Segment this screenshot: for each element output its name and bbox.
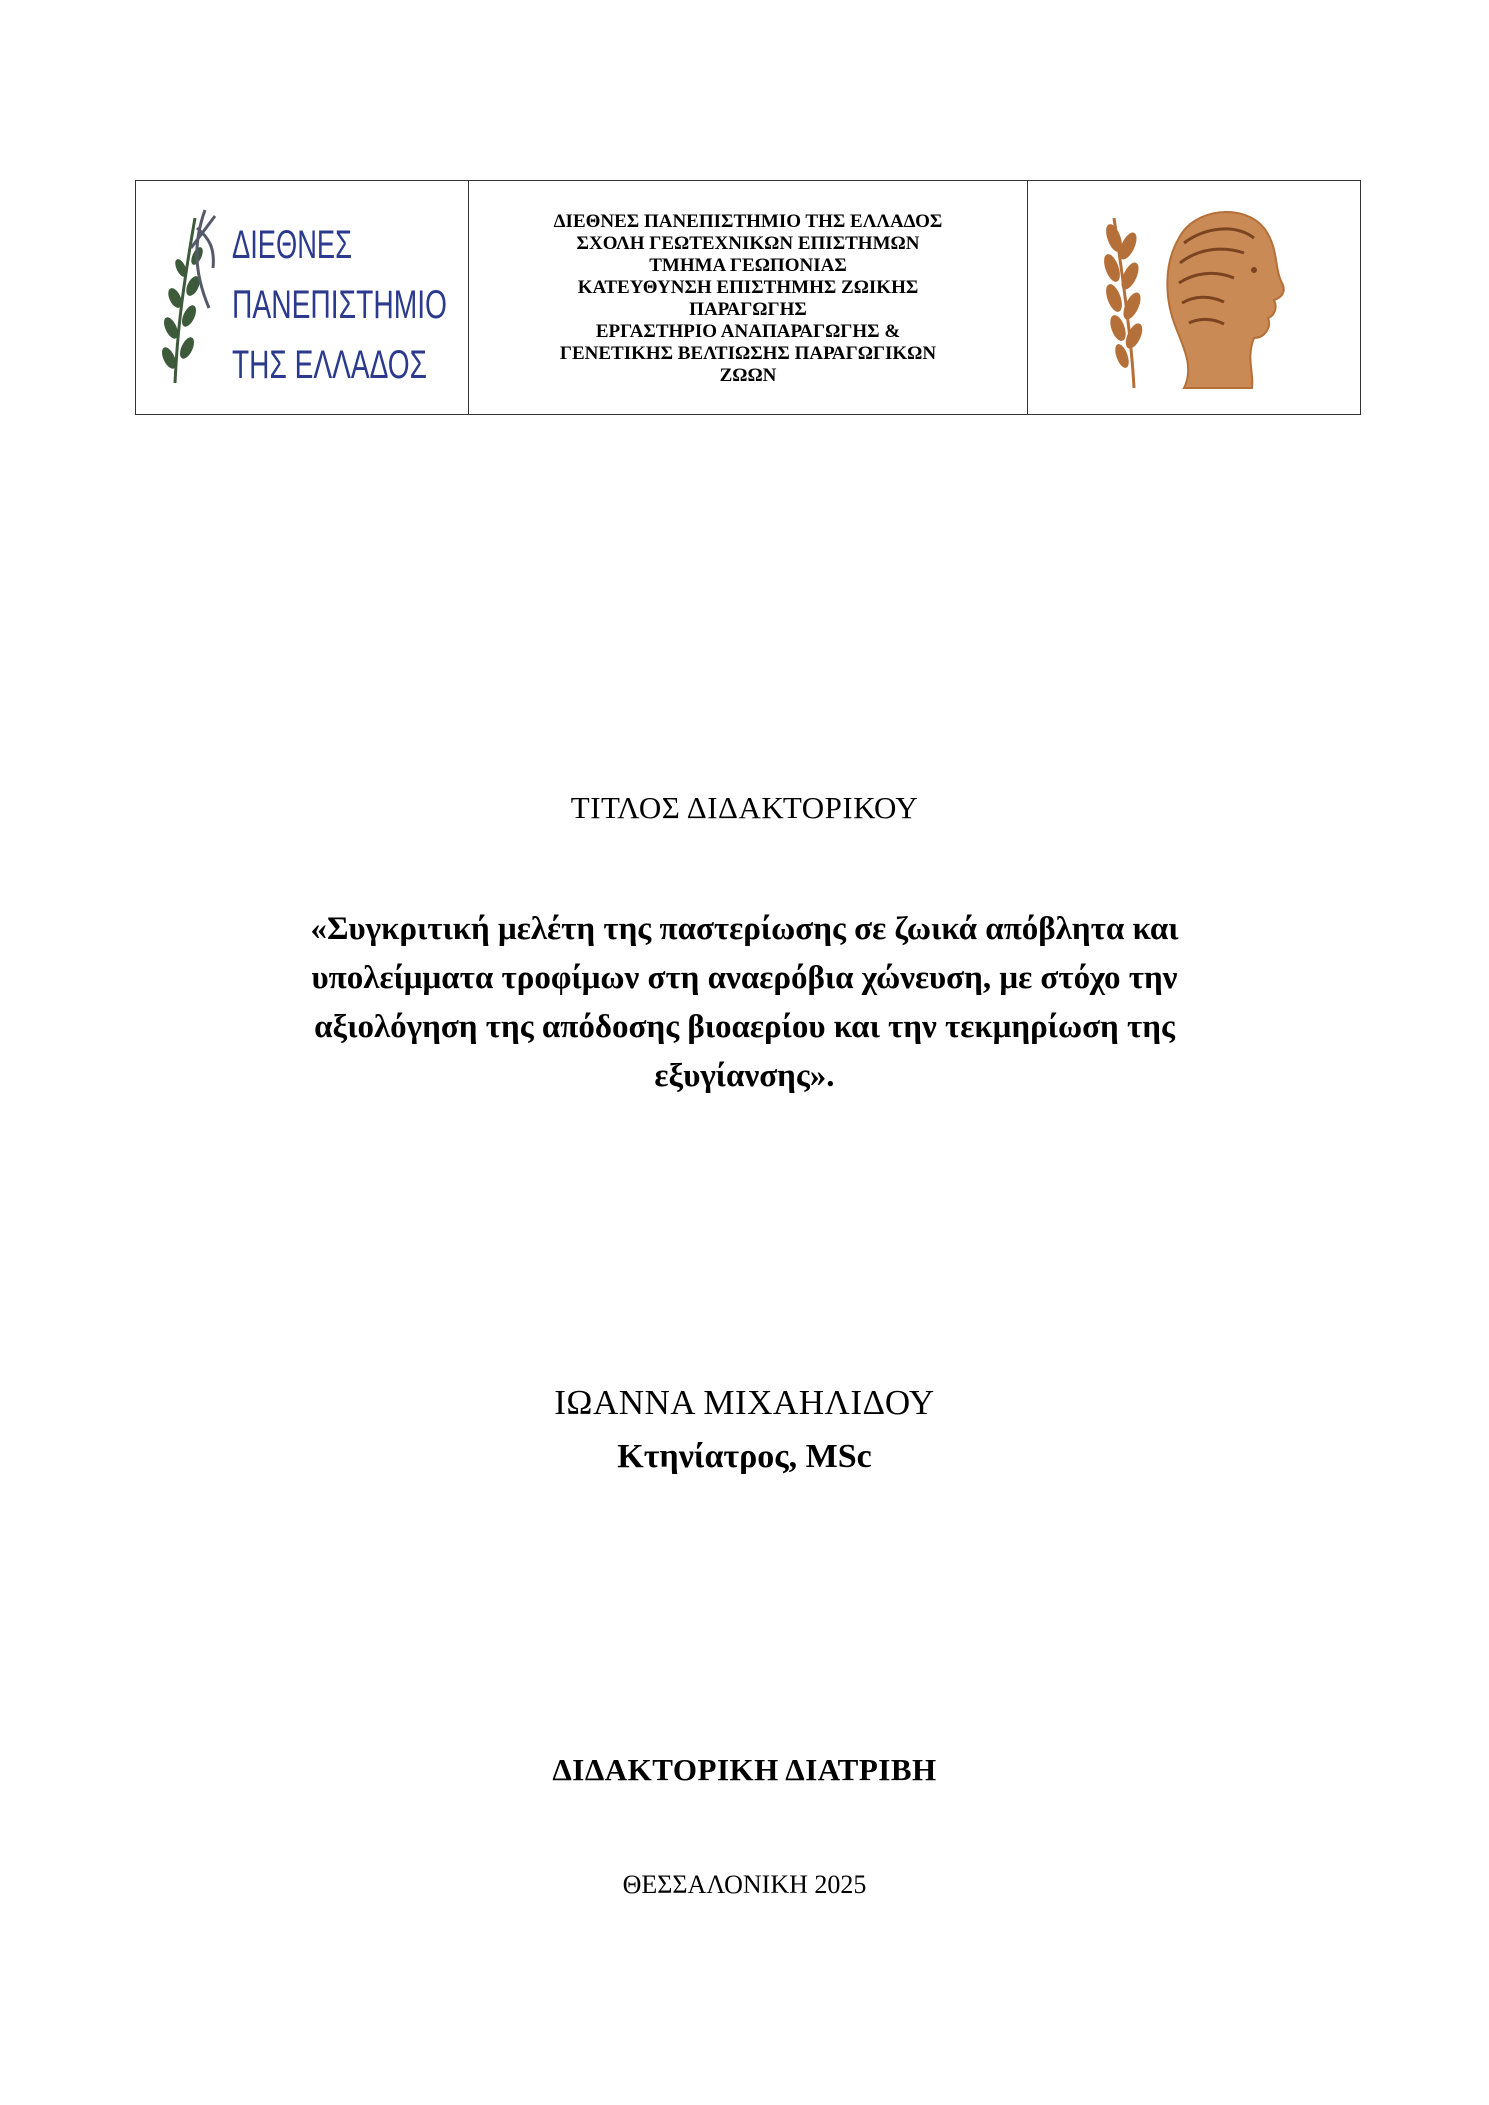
- institution-line: ΤΜΗΜΑ ΓΕΩΠΟΝΙΑΣ: [649, 255, 847, 276]
- thesis-title: [0, 905, 1489, 1101]
- header-table: [135, 180, 1361, 415]
- header-right-cell: [1028, 181, 1361, 415]
- author-title: Κτηνίατρος, MSc: [617, 1438, 872, 1475]
- demeter-head-wheat-icon: [1084, 198, 1304, 398]
- institution-line: ΖΩΩΝ: [719, 365, 777, 386]
- thesis-title-label: ΤΙΤΛΟΣ ΔΙΔΑΚΤΟΡΙΚΟΥ: [570, 790, 919, 825]
- thesis-title-line: αξιολόγηση της απόδοσης βιοαερίου και την τεκμηρίωση της: [314, 1009, 1175, 1045]
- institution-line: ΚΑΤΕΥΘΥΝΣΗ ΕΠΙΣΤΗΜΗΣ ΖΩΙΚΗΣ: [577, 277, 919, 298]
- logo-line-1: ΔΙΕΘΝΕΣ: [232, 222, 352, 267]
- institution-line: ΓΕΝΕΤΙΚΗΣ ΒΕΛΤΙΩΣΗΣ ΠΑΡΑΓΩΓΙΚΩΝ: [559, 343, 937, 364]
- institution-line: ΔΙΕΘΝΕΣ ΠΑΝΕΠΙΣΤΗΜΙΟ ΤΗΣ ΕΛΛΑΔΟΣ: [553, 211, 943, 232]
- document-type: ΔΙΔΑΚΤΟΡΙΚΗ ΔΙΑΤΡΙΒΗ: [552, 1752, 937, 1787]
- logo-line-2: ΠΑΝΕΠΙΣΤΗΜΙΟ: [232, 282, 447, 327]
- place-year: ΘΕΣΣΑΛΟΝΙΚΗ 2025: [622, 1870, 867, 1899]
- header-institution-cell: [469, 181, 1028, 415]
- institution-line: ΠΑΡΑΓΩΓΗΣ: [689, 299, 807, 320]
- institution-line: ΣΧΟΛΗ ΓΕΩΤΕΧΝΙΚΩΝ ΕΠΙΣΤΗΜΩΝ: [576, 233, 920, 254]
- thesis-title-line: υπολείμματα τροφίμων στη αναερόβια χώνευση, με στόχο την: [311, 960, 1178, 996]
- author-name: ΙΩΑΝΝΑ ΜΙΧΑΗΛΙΔΟΥ: [554, 1383, 935, 1422]
- thesis-title-line: εξυγίανσης».: [654, 1058, 835, 1094]
- logo-line-3: ΤΗΣ ΕΛΛΑΔΟΣ: [232, 342, 427, 387]
- header-left-cell: [136, 181, 469, 415]
- thesis-title-line: «Συγκριτική μελέτη της παστερίωσης σε ζωικά απόβλητα και: [310, 911, 1179, 947]
- institution-lines: [469, 208, 1027, 387]
- institution-line: ΕΡΓΑΣΤΗΡΙΟ ΑΝΑΠΑΡΑΓΩΓΗΣ &: [595, 321, 901, 342]
- university-logo-icon: [147, 198, 457, 398]
